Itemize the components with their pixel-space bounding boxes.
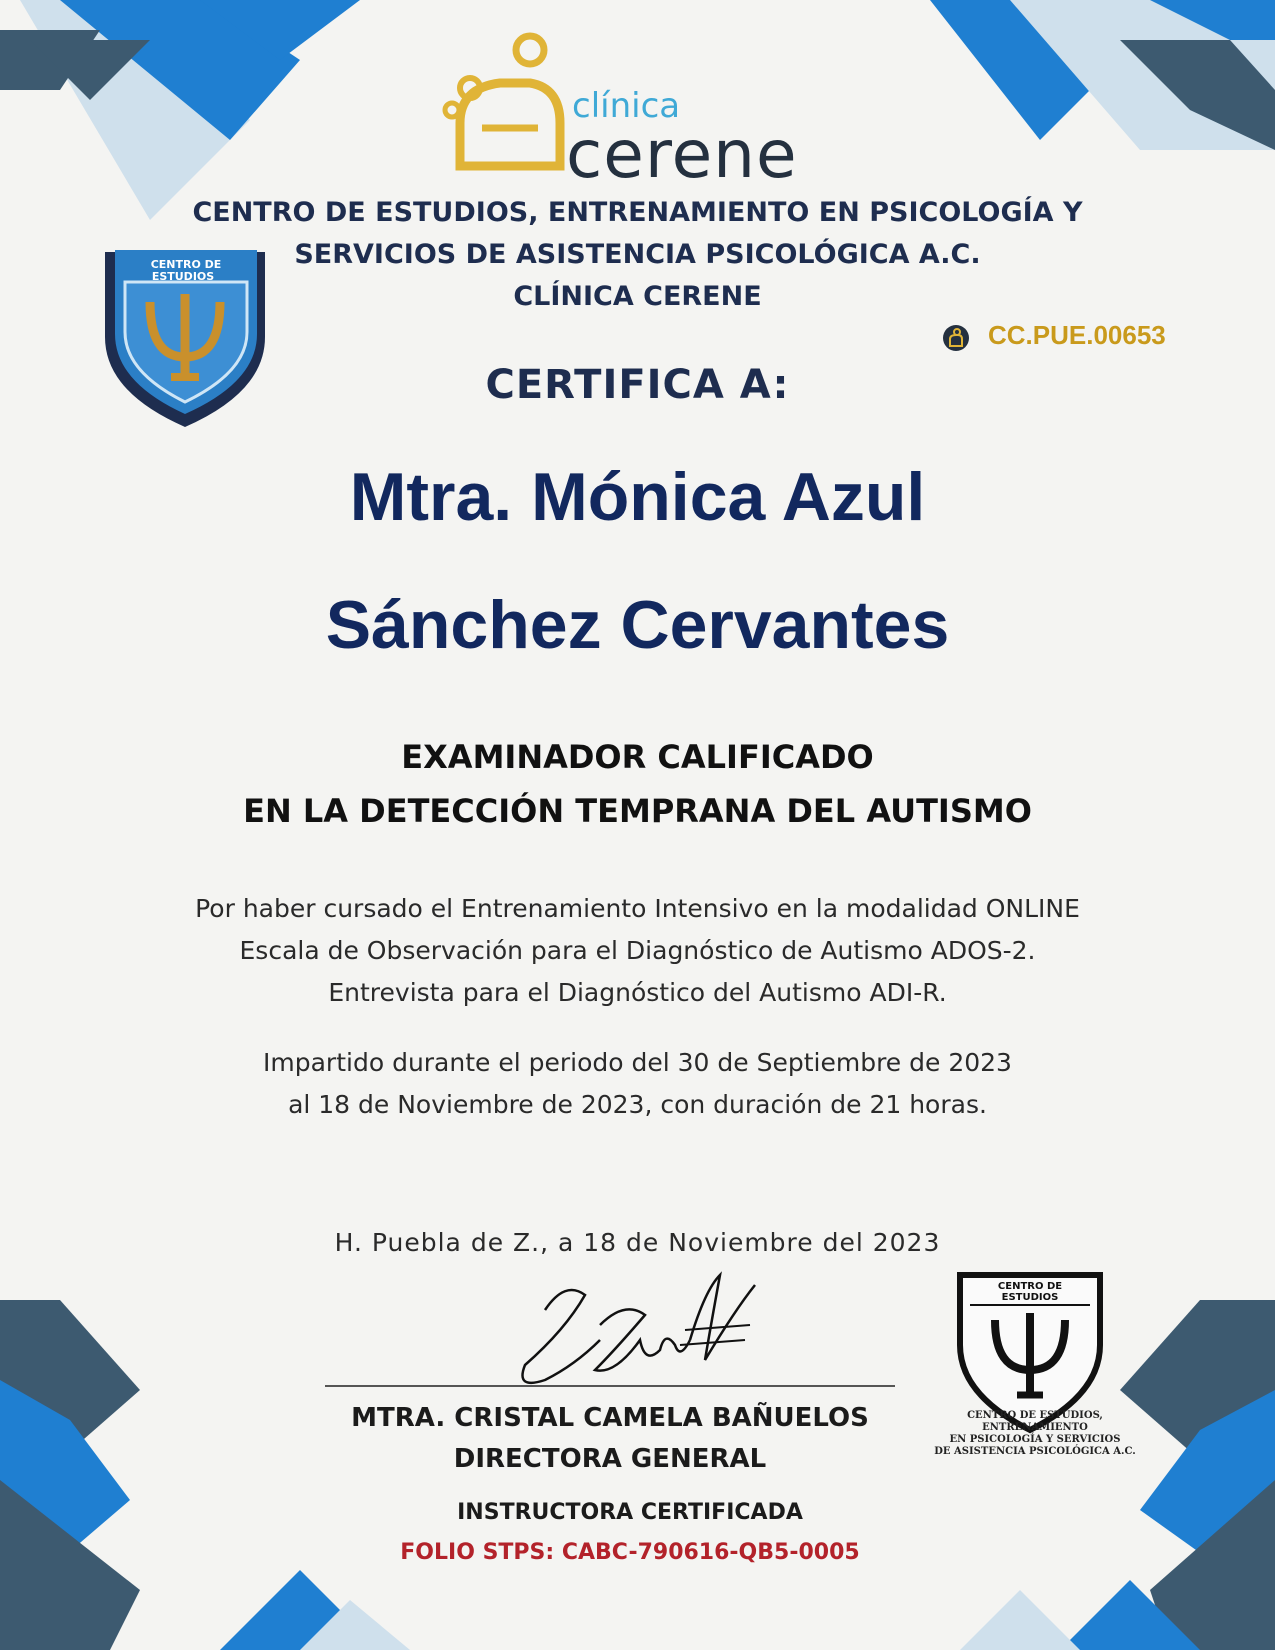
seal-label: ESTUDIOS [1001,1292,1059,1303]
signature [505,1270,775,1400]
seal-caption-line: EN PSICOLOGÍA Y SERVICIOS [949,1434,1121,1445]
shield-label: ESTUDIOS [151,270,215,283]
clinic-logo [440,28,880,193]
description-line: Por haber cursado el Entrenamiento Intensivo en la modalidad ONLINE [195,894,1080,923]
seal-caption-line: DE ASISTENCIA PSICOLÓGICA A.C. [934,1446,1136,1457]
seal-caption [920,1410,1150,1458]
logo-figure-icon [440,28,570,178]
course-period [0,1042,1275,1126]
distinction-line: EXAMINADOR CALIFICADO [401,738,874,776]
description-line: Escala de Observación para el Diagnóstico de Autismo ADOS-2. [239,936,1036,965]
logo-small-text: clínica [572,86,681,126]
distinction-line: EN LA DETECCIÓN TEMPRANA DEL AUTISMO [243,792,1032,830]
place-date: H. Puebla de Z., a 18 de Noviembre del 2023 [334,1228,941,1257]
signer-name: MTRA. CRISTAL CAMELA BAÑUELOS [351,1403,869,1433]
registration-code: CC.PUE.00653 [988,320,1166,350]
organization-line: SERVICIOS DE ASISTENCIA PSICOLÓGICA A.C. [294,239,981,270]
organization-line: CENTRO DE ESTUDIOS, ENTRENAMIENTO EN PSICOLOGÍA Y [192,197,1083,228]
signature-line [325,1385,895,1387]
course-description [0,888,1275,1014]
corner-shape [960,1590,1080,1650]
signer-credential: INSTRUCTORA CERTIFICADA [457,1500,803,1525]
description-line: Entrevista para el Diagnóstico del Autismo ADI-R. [328,978,947,1007]
folio-number: FOLIO STPS: CABC-790616-QB5-0005 [400,1540,860,1565]
logo-big-text: cerene [566,116,798,193]
signer-role: DIRECTORA GENERAL [453,1444,767,1474]
registration-badge-icon [942,324,970,352]
period-line: al 18 de Noviembre de 2023, con duración de 21 horas. [288,1090,987,1119]
seal-caption-line: CENTRO DE ESTUDIOS, ENTRENAMIENTO [967,1410,1103,1433]
organization-line: CLÍNICA CERENE [513,281,762,312]
seal-label: CENTRO DE [997,1281,1063,1292]
recipient-name-line: Sánchez Cervantes [325,587,950,663]
shield-label: CENTRO DE [150,258,222,271]
certifies-heading: CERTIFICA A: [485,362,790,408]
period-line: Impartido durante el periodo del 30 de Septiembre de 2023 [263,1048,1012,1077]
recipient-name-line: Mtra. Mónica Azul [349,459,926,535]
